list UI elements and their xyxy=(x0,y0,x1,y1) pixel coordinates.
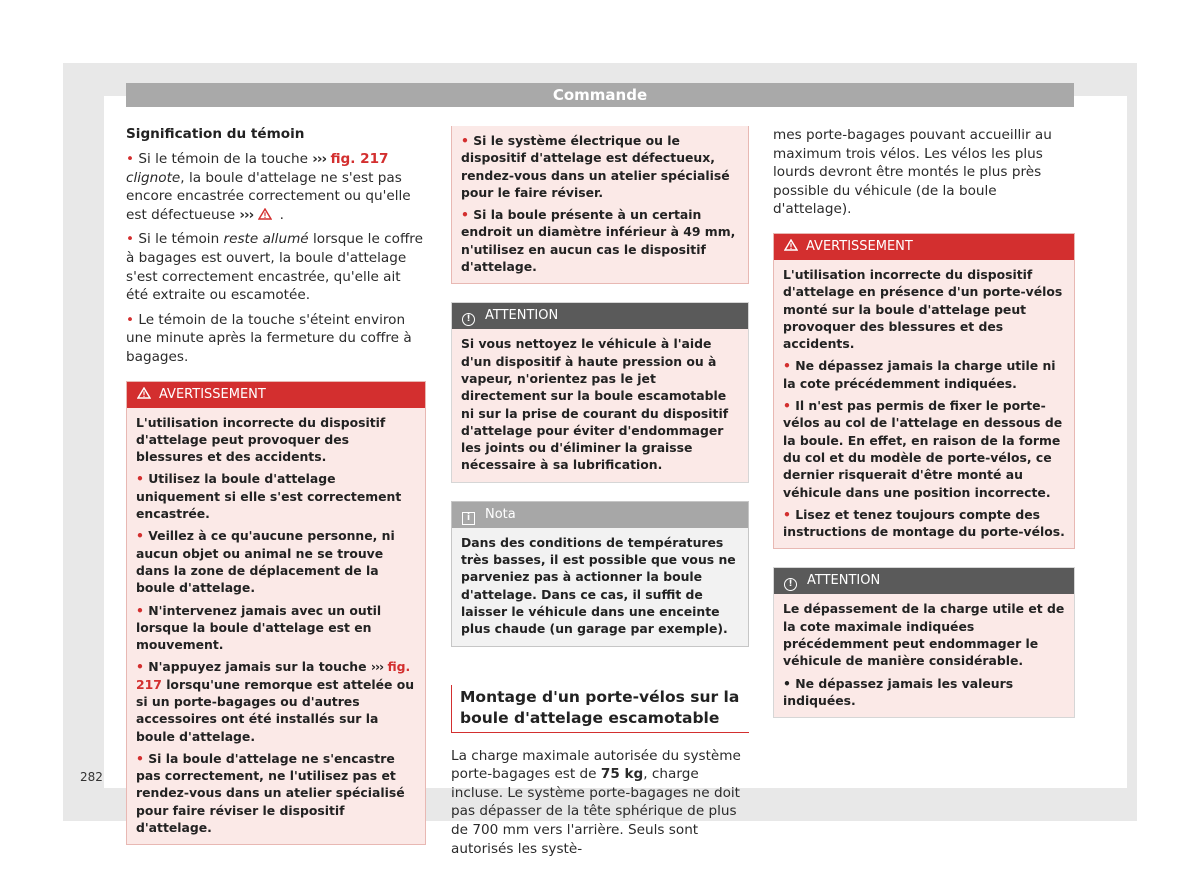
bullet-dot-icon: • xyxy=(461,207,469,223)
attention-box-header: ! ATTENTION xyxy=(452,303,748,329)
warning-box-header: AVERTISSEMENT xyxy=(127,382,425,408)
list-item: • Il n'est pas permis de fixer le porte-vélos au col de l'attelage en dessous de la boule. En effet, en raison de la forme du col et du modèle de porte-vélos, ce dernier risquerait d'être monté au véhicule dans une position incorrecte. xyxy=(783,398,1063,500)
attention-box-body: Le dépassement de la charge utile et de la cote maximale indiquées précédemment peut endommager le véhicule de manière considérable. • Ne dépassez jamais les valeurs indiquées. xyxy=(783,601,1065,708)
list-item: • Veillez à ce qu'aucune personne, ni aucun objet ou animal ne se trouve dans la zone de déplacement de la boule d'attelage. xyxy=(136,528,395,596)
section-body: La charge maximale autorisée du système porte-bagages est de 75 kg, charge incluse. Le système porte-bagages ne doit pas dépasser de la tête sphérique de plus de 700 mm vers l'arrière. Seuls sont autorisés les systè- xyxy=(451,747,741,857)
chapter-header: Commande xyxy=(126,83,1074,107)
exclamation-circle-icon: ! xyxy=(784,578,797,591)
bullet-dot-icon: • xyxy=(136,659,144,675)
bullet-dot-icon: • xyxy=(783,398,791,414)
list-item: • Lisez et tenez toujours compte des instructions de montage du porte-vélos. xyxy=(783,506,1065,540)
warning-triangle-icon xyxy=(137,387,151,399)
nota-box xyxy=(451,501,749,647)
bullet-dot-icon: • xyxy=(136,528,144,544)
column-left xyxy=(126,126,426,863)
bullet-dot-icon: • xyxy=(783,358,791,374)
section-title: Montage d'un porte-vélos sur la boule d'attelage escamotable xyxy=(451,685,749,733)
bullet-dot-icon: • xyxy=(783,675,791,691)
page-number: 282 xyxy=(80,770,103,784)
attention-box-body: Si vous nettoyez le véhicule à l'aide d'un dispositif à haute pression ou à vapeur, n'orientez pas le jet directement sur la boule escamotable ni sur la prise de courant du dispositif d'attelage pour éviter d'endommager les joints ou d'éliminer la graisse nécessaire à sa lubrification. xyxy=(461,336,729,473)
bullet-dot-icon: • xyxy=(126,151,135,167)
cross-reference-arrows-icon: ››› xyxy=(239,206,254,223)
section-subhead: Signification du témoin xyxy=(126,126,305,142)
list-item: • Si le système électrique ou le dispositif d'attelage est défectueux, rendez-vous dans un atelier spécialisé pour le faire réviser. xyxy=(461,133,730,200)
column-right xyxy=(773,126,1075,736)
attention-box xyxy=(451,302,749,482)
list-item: • Si la boule présente à un certain endroit un diamètre inférieur à 49 mm, n'utilisez en aucun cas le dispositif d'attelage. xyxy=(461,207,736,275)
nota-box-body: Dans des conditions de températures très basses, il est possible que vous ne parveniez pas à actionner la boule d'attelage. Dans ce cas, il suffit de laisser le véhicule dans une enceinte plus chaude (un garage par exemple). xyxy=(461,534,736,637)
bullet-dot-icon: • xyxy=(136,602,144,618)
list-item: • Le témoin de la touche s'éteint environ une minute après la fermeture du coffre à bagages. xyxy=(126,311,412,365)
warning-box-continued xyxy=(451,126,749,284)
warning-box-body xyxy=(452,126,748,283)
list-item: • Ne dépassez jamais la charge utile ni la cote précédemment indiquées. xyxy=(783,358,1056,391)
list-item: • Si le témoin de la touche ››› fig. 217 clignote, la boule d'attelage ne s'est pas encore encastrée correctement ou qu'elle est défectueuse ››› . xyxy=(126,151,411,223)
warning-triangle-icon xyxy=(784,239,798,251)
bullet-dot-icon: • xyxy=(136,471,144,487)
list-item: • N'appuyez jamais sur la touche ››› fig. 217 lorsqu'une remorque est attelée ou si un porte-bagages ou d'autres accessoires ont été installés sur la boule d'attelage. xyxy=(136,659,415,744)
attention-box-header: ! ATTENTION xyxy=(774,568,1074,594)
figure-link[interactable]: fig. 217 xyxy=(330,151,389,167)
nota-box-header: i Nota xyxy=(452,502,748,528)
bullet-dot-icon: • xyxy=(126,231,135,248)
bullet-dot-icon: • xyxy=(783,506,791,522)
list-item: • N'intervenez jamais avec un outil lorsque la boule d'attelage est en mouvement. xyxy=(136,602,382,653)
warning-box-header: AVERTISSEMENT xyxy=(774,234,1074,260)
warning-triangle-icon[interactable] xyxy=(258,208,272,220)
list-item: • Si le témoin reste allumé lorsque le coffre à bagages est ouvert, la boule d'attelage s'est correctement encastrée, qu'elle ait été extraite ou escamotée. xyxy=(126,231,423,304)
warning-box xyxy=(126,381,426,846)
section-body-continued: mes porte-bagages pouvant accueillir au maximum trois vélos. Les vélos les plus lourds devront être montés le plus près possible du véhicule (de la boule d'attelage). xyxy=(773,127,1052,218)
figure-link[interactable]: fig. 217 xyxy=(136,659,411,692)
cross-reference-arrows-icon: ››› xyxy=(312,151,327,167)
bullet-dot-icon: • xyxy=(461,133,469,148)
column-middle xyxy=(451,126,749,864)
list-item: • Utilisez la boule d'attelage uniquement si elle s'est correctement encastrée. xyxy=(136,471,402,522)
warning-box-body: L'utilisation incorrecte du dispositif d'attelage peut provoquer des blessures et des accidents. • Utilisez la boule d'attelage uniquement si elle s'est correctement encastrée. • Veillez à ce qu'aucune personne, ni aucun objet ou animal ne se trouve dans la zone de déplacement de la boule d'attelage. • N'intervenez jamais avec un outil lorsque la boule d'attelage est en mouvement. • N'appuyez jamais sur la touche ››› fig. 217 lorsqu'une remorque est attelée ou si un porte-bagages ou d'autres accessoires ont été installés sur la boule d'attelage. • Si la boule d'attelage ne s'encastre pas correctement, ne l'utilisez pas et rendez-vous dans un atelier spécialisé pour faire réviser le dispositif d'attelage. xyxy=(127,408,425,845)
info-icon: i xyxy=(462,512,475,525)
indicator-text xyxy=(126,150,426,367)
exclamation-circle-icon: ! xyxy=(462,313,475,326)
warning-box-body: L'utilisation incorrecte du dispositif d'attelage en présence d'un porte-vélos monté sur la boule d'attelage peut provoquer des blessures et des accidents. • Ne dépassez jamais la charge utile ni la cote précédemment indiquées. • Il n'est pas permis de fixer le porte-vélos au col de l'attelage en dessous de la boule. En effet, en raison de la forme du col et du modèle de porte-vélos, ce dernier risquerait d'être monté au véhicule dans une position incorrecte. • Lisez et tenez toujours compte des instructions de montage du porte-vélos. xyxy=(783,266,1065,540)
cross-reference-arrows-icon: ››› xyxy=(370,659,384,675)
bullet-dot-icon: • xyxy=(126,311,135,328)
warning-box xyxy=(773,233,1075,549)
list-item: • Si la boule d'attelage ne s'encastre pas correctement, ne l'utilisez pas et rendez-vous dans un atelier spécialisé pour faire réviser le dispositif d'attelage. xyxy=(136,750,405,836)
attention-box xyxy=(773,567,1075,718)
bullet-dot-icon: • xyxy=(136,750,144,766)
list-item: • Ne dépassez jamais les valeurs indiquées. xyxy=(783,675,1014,708)
